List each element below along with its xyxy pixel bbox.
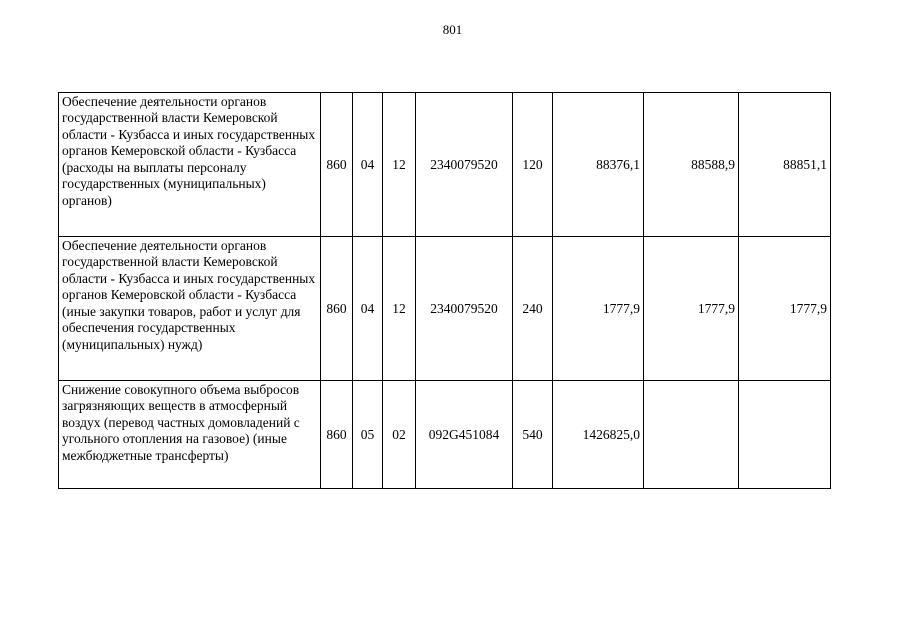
cell-expense-name: Обеспечение деятельности органов государственной власти Кемеровской области - Кузбасса и иных государственных органов Кемеровской области - Кузбасса (иные закупки товаров, работ и услуг для обеспечения государственных (муниципальных) нужд) (59, 237, 321, 381)
cell-amount-year2: 1777,9 (644, 237, 739, 381)
table-row (59, 381, 831, 489)
cell-code-section: 05 (353, 381, 383, 489)
cell-amount-year3 (739, 381, 831, 489)
cell-code-section: 04 (353, 237, 383, 381)
page-number: 801 (442, 22, 463, 37)
cell-expense-name: Снижение совокупного объема выбросов загрязняющих веществ в атмосферный воздух (перевод частных домовладений с угольного отопления на газовое) (иные межбюджетные трансферты) (59, 381, 321, 489)
cell-code-expense-type: 120 (513, 93, 553, 237)
cell-code-subsection: 12 (383, 93, 416, 237)
cell-code-grbs: 860 (321, 237, 353, 381)
cell-amount-year1: 1777,9 (553, 237, 644, 381)
table-row (59, 237, 831, 381)
cell-amount-year3: 1777,9 (739, 237, 831, 381)
cell-code-grbs: 860 (321, 93, 353, 237)
cell-code-target-article: 2340079520 (416, 93, 513, 237)
cell-amount-year3: 88851,1 (739, 93, 831, 237)
cell-code-target-article: 092G451084 (416, 381, 513, 489)
cell-code-expense-type: 540 (513, 381, 553, 489)
cell-code-section: 04 (353, 93, 383, 237)
cell-code-grbs: 860 (321, 381, 353, 489)
cell-code-target-article: 2340079520 (416, 237, 513, 381)
budget-table (58, 92, 831, 489)
cell-amount-year1: 88376,1 (553, 93, 644, 237)
cell-expense-name: Обеспечение деятельности органов государственной власти Кемеровской области - Кузбасса и иных государственных органов Кемеровской области - Кузбасса (расходы на выплаты персоналу государственных (муниципальных) органов) (59, 93, 321, 237)
cell-amount-year2: 88588,9 (644, 93, 739, 237)
cell-amount-year1: 1426825,0 (553, 381, 644, 489)
table-row (59, 93, 831, 237)
cell-code-subsection: 12 (383, 237, 416, 381)
cell-code-expense-type: 240 (513, 237, 553, 381)
cell-amount-year2 (644, 381, 739, 489)
cell-code-subsection: 02 (383, 381, 416, 489)
